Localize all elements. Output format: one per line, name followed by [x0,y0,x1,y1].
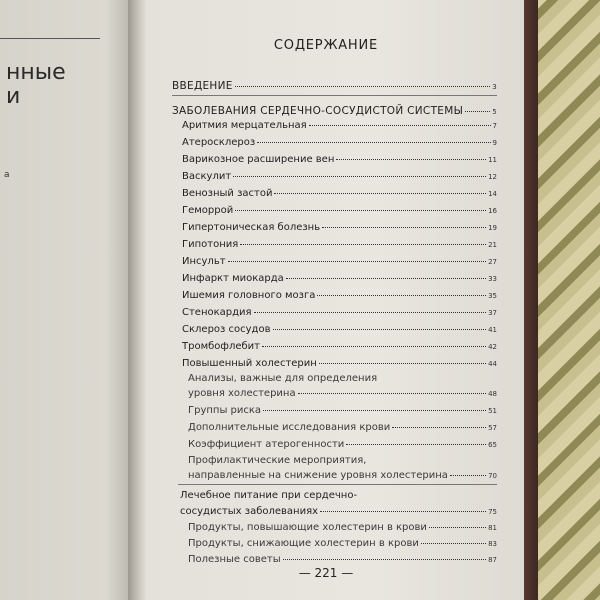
toc-entry: Варикозное расширение вен 11 [182,154,497,165]
toc-entry: направленные на снижение уровня холестерина 70 [188,470,497,481]
toc-entry: Продукты, снижающие холестерин в крови 83 [188,538,497,549]
toc-entry: Инфаркт миокарда 33 [182,273,497,284]
contents-page [146,0,524,600]
toc-entry: Аритмия мерцательная 7 [182,120,497,131]
toc-entry: Коэффициент атерогенности 65 [188,439,497,450]
toc-entry: Дополнительные исследования крови 57 [188,422,497,433]
toc-entry: Группы риска 51 [188,405,497,416]
toc-entry-line-1: Лечебное питание при сердечно- [180,490,358,501]
toc-entry: Ишемия головного мозга 35 [182,290,497,301]
toc-entry: Венозный застой 14 [182,188,497,199]
left-page-heading-line-1: нные [6,60,66,85]
page-title: СОДЕРЖАНИЕ [273,38,379,53]
toc-entry: Инсульт 27 [182,256,497,267]
toc-entry-line-1: Анализы, важные для определения [188,373,378,384]
toc-entry-line-1: Профилактические мероприятия, [188,455,367,466]
toc-entry: сосудистых заболеваниях 75 [180,506,497,517]
toc-entry: Гипотония 21 [182,239,497,250]
toc-entry: Повышенный холестерин 44 [182,358,497,369]
toc-entry: Стенокардия 37 [182,307,497,318]
toc-divider [178,484,497,485]
toc-entry: Склероз сосудов 41 [182,324,497,335]
toc-entry: Геморрой 16 [182,205,497,216]
toc-entry-introduction: ВВЕДЕНИЕ 3 [172,80,497,92]
toc-entry-section-cardiovascular: ЗАБОЛЕВАНИЯ СЕРДЕЧНО-СОСУДИСТОЙ СИСТЕМЫ 5 [172,105,497,117]
left-page-text-fragment: а [4,170,10,180]
toc-entry: Тромбофлебит 42 [182,341,497,352]
toc-entry: Продукты, повышающие холестерин в крови 81 [188,522,497,533]
page-number: — 221 — [298,566,354,580]
toc-entry: Гипертоническая болезнь 19 [182,222,497,233]
toc-entry: Атеросклероз 9 [182,137,497,148]
toc-entry: Васкулит 12 [182,171,497,182]
toc-entry: уровня холестерина 48 [188,388,497,399]
left-page-rule [0,38,100,39]
book-gutter [128,0,146,600]
tablecloth-background [530,0,600,600]
toc-divider [172,95,497,96]
toc-entry: Полезные советы 87 [188,554,497,565]
left-page-heading-line-2: и [6,84,21,109]
table-of-contents [146,0,524,600]
left-page [0,0,132,600]
